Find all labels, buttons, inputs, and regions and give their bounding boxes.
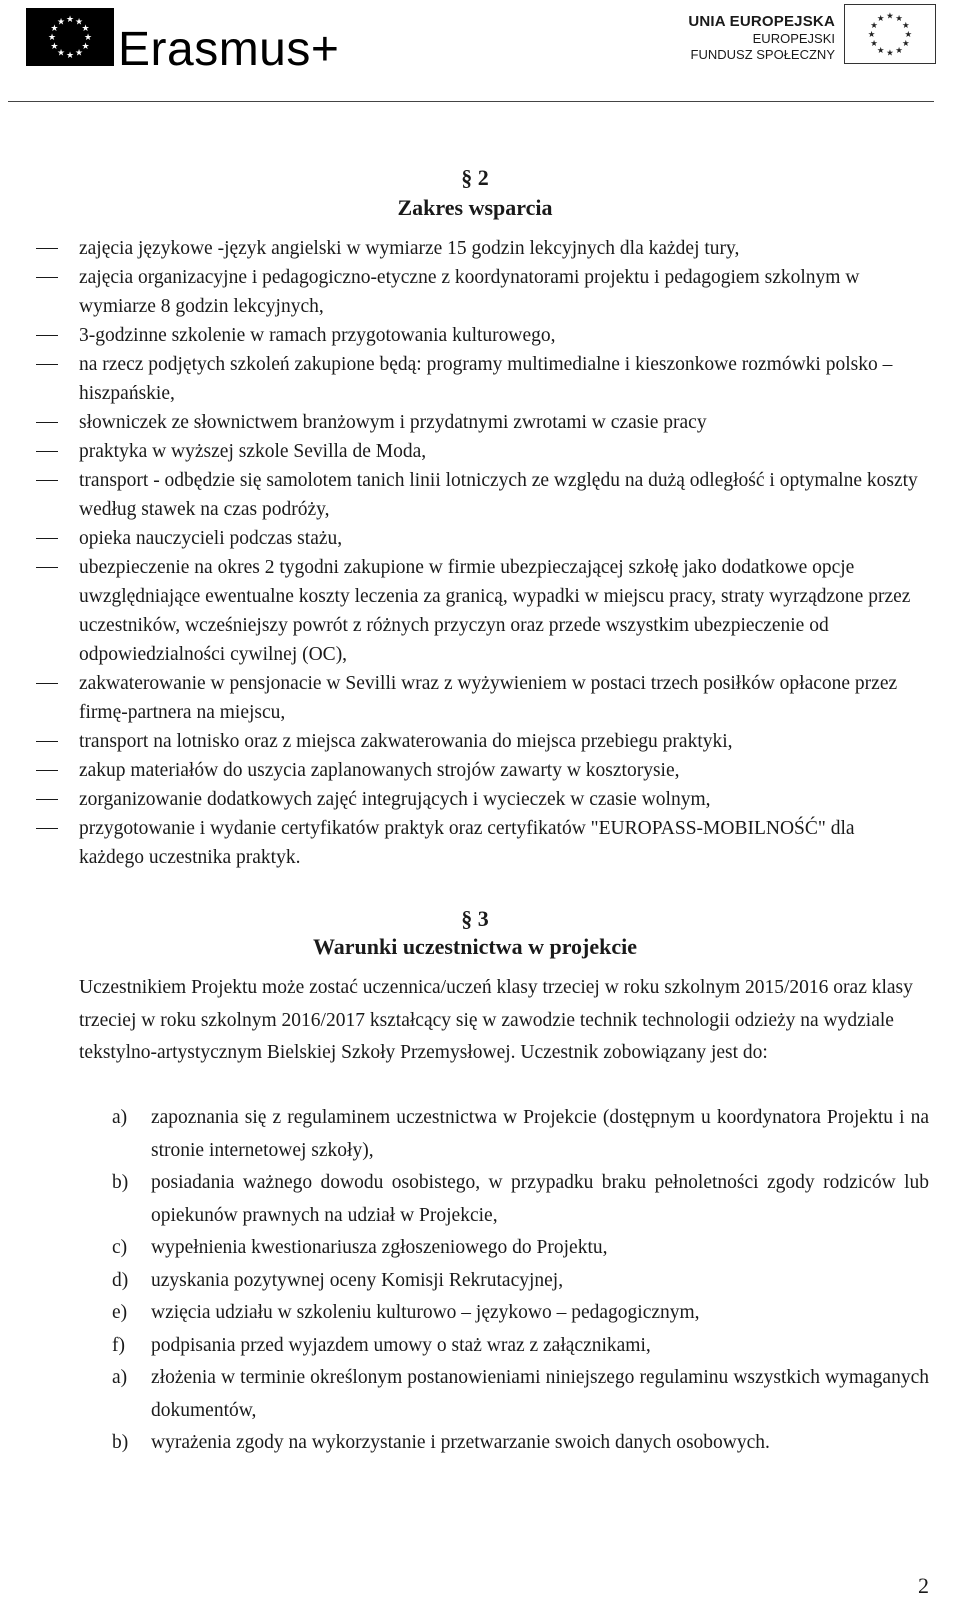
svg-text:★: ★ <box>74 16 84 27</box>
list-item <box>0 1427 960 1460</box>
list-marker: b) <box>112 1432 129 1453</box>
list-item-text: słowniczek ze słownictwem branżowym i przydatnymi zwrotami w czasie pracy <box>79 412 707 433</box>
header-divider <box>8 101 934 102</box>
list-item-text: na rzecz podjętych szkoleń zakupione będą: programy multimedialne i kieszonkowe rozmówki polsko – hiszpańskie, <box>79 354 893 404</box>
participant-obligations-list <box>0 1102 960 1460</box>
svg-text:★: ★ <box>50 23 59 34</box>
list-item <box>0 524 960 553</box>
svg-text:★: ★ <box>83 32 93 43</box>
svg-text:★: ★ <box>56 47 66 58</box>
svg-text:★: ★ <box>895 13 904 24</box>
list-item-text: podpisania przed wyjazdem umowy o staż wraz z załącznikami, <box>151 1334 651 1356</box>
list-item-text: transport na lotnisko oraz z miejsca zakwaterowania do miejsca przebiegu praktyki, <box>79 731 733 752</box>
svg-text:★: ★ <box>81 41 90 52</box>
list-item <box>0 234 960 263</box>
list-marker: b) <box>112 1172 129 1193</box>
list-item <box>0 408 960 437</box>
list-item-text: transport - odbędzie się samolotem tanich linii lotniczych ze względu na dużą odległość i optymalne koszty według stawek na czas podróży, <box>79 470 918 520</box>
list-item <box>0 466 960 524</box>
list-item <box>0 814 960 872</box>
list-item-text: zorganizowanie dodatkowych zajęć integrujących i wycieczek w czasie wolnym, <box>79 789 711 810</box>
list-marker: f) <box>112 1334 125 1356</box>
list-item <box>0 437 960 466</box>
svg-text:★: ★ <box>870 38 878 49</box>
list-item-text: praktyka w wyższej szkole Sevilla de Moda, <box>79 441 427 462</box>
svg-text:★: ★ <box>876 13 885 24</box>
svg-text:★: ★ <box>902 19 910 30</box>
list-marker: d) <box>112 1269 129 1291</box>
list-item <box>0 1232 960 1265</box>
svg-text:★: ★ <box>870 19 878 30</box>
svg-text:★: ★ <box>904 29 913 40</box>
svg-text:★: ★ <box>50 41 59 52</box>
eu-stars-icon <box>844 4 936 64</box>
section-3-intro: Uczestnikiem Projektu może zostać uczennica/uczeń klasy trzeciej w roku szkolnym 2015/2016 oraz klasy trzeciej w roku szkolnym 2016/2017 kształcący się w zawodzie technik technologii odzieży na wydziale tekstylno-artystycznym Bielskiej Szkoły Przemysłowej. Uczestnik zobowiązany jest do: <box>79 977 913 1063</box>
list-item-text: zapoznania się z regulaminem uczestnictwa w Projekcie (dostępnym u koordynatora Projektu i na stronie internetowej szkoły), <box>151 1107 929 1161</box>
list-item <box>0 1167 960 1232</box>
list-item-text: uzyskania pozytywnej oceny Komisji Rekrutacyjnej, <box>151 1269 564 1291</box>
svg-text:★: ★ <box>47 32 57 43</box>
list-marker: c) <box>112 1237 128 1258</box>
page-header <box>0 0 960 104</box>
list-item <box>0 1265 960 1298</box>
list-item <box>0 785 960 814</box>
list-item-text: posiadania ważnego dowodu osobistego, w przypadku braku pełnoletności zgody rodziców lub opiekunów prawnych na udział w Projekcie, <box>151 1172 929 1226</box>
svg-text:★: ★ <box>902 38 910 49</box>
list-item-text: opieka nauczycieli podczas stażu, <box>79 528 343 549</box>
list-item <box>0 727 960 756</box>
svg-text:★: ★ <box>74 47 84 58</box>
list-item <box>0 1330 960 1363</box>
list-item <box>0 669 960 727</box>
list-item-text: złożenia w terminie określonym postanowieniami niniejszego regulaminu wszystkich wymaganych dokumentów, <box>151 1367 929 1421</box>
svg-text:★: ★ <box>56 16 66 27</box>
list-marker: a) <box>112 1107 128 1128</box>
list-marker: a) <box>112 1367 128 1388</box>
list-item <box>0 1102 960 1167</box>
list-item-text: wypełnienia kwestionariusza zgłoszeniowego do Projektu, <box>151 1237 608 1258</box>
list-item <box>0 1362 960 1427</box>
eu-line1: UNIA EUROPEJSKA <box>688 13 835 30</box>
list-item-text: wyrażenia zgody na wykorzystanie i przetwarzanie swoich danych osobowych. <box>151 1432 770 1453</box>
section-2-title: Zakres wsparcia <box>397 195 553 220</box>
section-3-number: § 3 <box>461 906 489 931</box>
section-3-title: Warunki uczestnictwa w projekcie <box>312 934 638 959</box>
list-item-text: 3-godzinne szkolenie w ramach przygotowania kulturowego, <box>79 325 556 346</box>
svg-text:★: ★ <box>867 29 876 40</box>
eu-line2: EUROPEJSKI <box>752 31 835 46</box>
list-item-text: wzięcia udziału w szkoleniu kulturowo – językowo – pedagogicznym, <box>151 1302 700 1323</box>
list-item <box>0 1297 960 1330</box>
erasmus-plus-logo: Erasmus+ <box>118 23 340 76</box>
list-item <box>0 263 960 321</box>
list-item <box>0 321 960 350</box>
svg-text:★: ★ <box>886 47 894 58</box>
page-number: 2 <box>918 1573 929 1598</box>
list-item-text: przygotowanie i wydanie certyfikatów praktyk oraz certyfikatów "EUROPASS-MOBILNOŚĆ" dla każdego uczestnika praktyk. <box>79 818 855 868</box>
list-item-text: zakwaterowanie w pensjonacie w Sevilli wraz z wyżywieniem w postaci trzech posiłków opłacone przez firmę-partnera na miejscu, <box>79 673 898 723</box>
list-item <box>0 350 960 408</box>
svg-text:★: ★ <box>65 50 75 61</box>
svg-text:★: ★ <box>886 10 894 21</box>
eu-fund-logo-text <box>688 12 835 63</box>
svg-text:★: ★ <box>895 44 904 55</box>
list-item <box>0 553 960 669</box>
list-item <box>0 756 960 785</box>
section-2-number: § 2 <box>461 165 489 190</box>
list-item-text: ubezpieczenie na okres 2 tygodni zakupione w firmie ubezpieczającej szkołę jako dodatkowe opcje uwzględniające ewentualne koszty leczenia za granicą, wypadki w miejscu pracy, straty wyrządzone przez uczestników, wcześniejszy powrót z różnych przyczyn oraz przede wszystkim ubezpieczenie od odpowiedzialności cywilnej (OC), <box>79 557 911 665</box>
eu-flag-icon <box>26 8 114 66</box>
list-marker: e) <box>112 1302 128 1323</box>
list-item-text: zakup materiałów do uszycia zaplanowanych strojów zawarty w kosztorysie, <box>79 760 680 781</box>
svg-text:★: ★ <box>876 44 885 55</box>
svg-text:★: ★ <box>81 23 90 34</box>
list-item-text: zajęcia organizacyjne i pedagogiczno-etyczne z koordynatorami projektu i pedagogiem szkolnym w wymiarze 8 godzin lekcyjnych, <box>79 267 860 317</box>
list-item-text: zajęcia językowe -język angielski w wymiarze 15 godzin lekcyjnych dla każdej tury, <box>79 238 740 259</box>
support-scope-list <box>0 234 960 872</box>
eu-line3: FUNDUSZ SPOŁECZNY <box>690 47 835 62</box>
svg-text:★: ★ <box>65 14 75 25</box>
